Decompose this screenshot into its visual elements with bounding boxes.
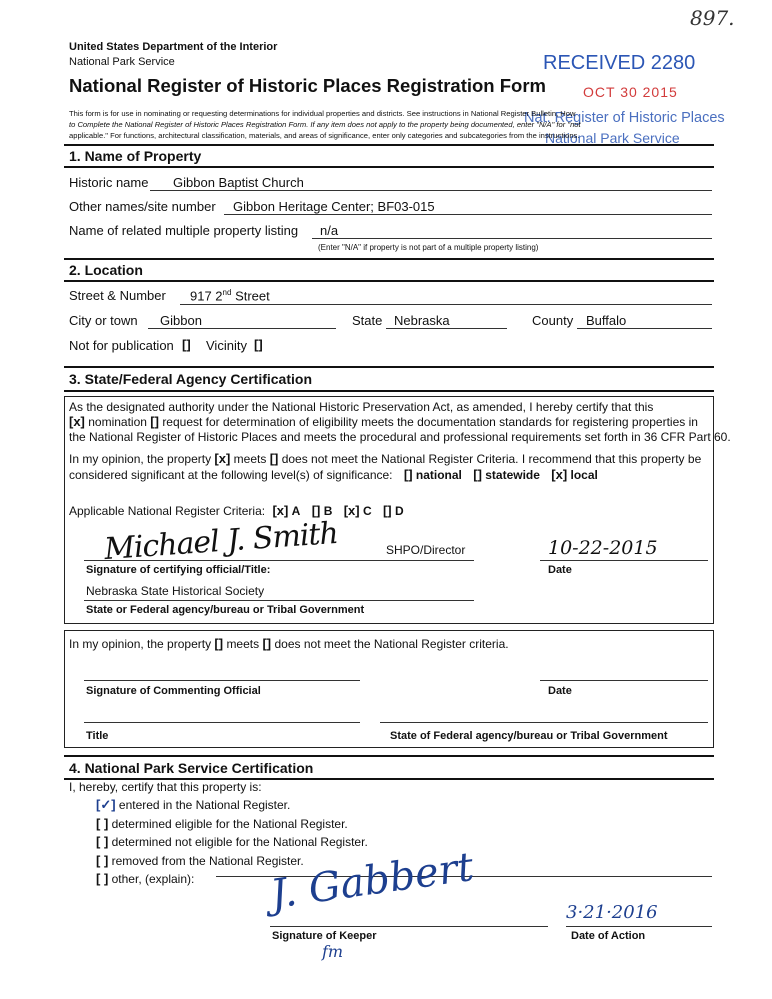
- street-ordinal: nd: [222, 288, 232, 297]
- cert-para1-line2: [69, 414, 698, 429]
- state-label: State: [352, 313, 383, 328]
- intro-line-3: applicable." For functions, architectural classification, materials, and areas of significance, enter only categories and subcategories from the instructions.: [69, 131, 580, 140]
- status-other-checkbox[interactable]: [ ]: [96, 871, 109, 886]
- comment-meets-checkbox[interactable]: []: [214, 636, 224, 651]
- keeper-signature: J. Gabbert: [267, 844, 477, 918]
- not-for-publication-label: Not for publication: [69, 338, 174, 353]
- street-line: [180, 304, 712, 305]
- section4-rule-top: [64, 755, 714, 757]
- related-listing-value: n/a: [320, 223, 339, 238]
- accession-number: 897.: [690, 6, 735, 30]
- cert-para1-line1: As the designated authority under the National Historic Preservation Act, as amended, I hereby certify that this: [69, 400, 654, 414]
- intro-line-1: This form is for use in nominating or requesting determinations for individual properties and districts. See instructions in National Register Bulletin, How: [69, 109, 576, 118]
- agency-line: [84, 600, 474, 601]
- street-name: Street: [231, 288, 270, 304]
- commenting-signature-line: [84, 680, 360, 681]
- other-names-value: Gibbon Heritage Center; BF03-015: [233, 199, 435, 214]
- status-option-entered: [96, 796, 368, 815]
- street-label: Street & Number: [69, 288, 166, 303]
- service-name: National Park Service: [69, 56, 175, 68]
- status-removed-label: removed from the National Register.: [111, 853, 304, 868]
- keeper-signature-label: Signature of Keeper: [272, 930, 377, 942]
- certifying-date-label: Date: [548, 564, 572, 576]
- action-date-line: [566, 926, 712, 927]
- section3-rule-bottom: [64, 390, 714, 392]
- section1-rule-bottom: [64, 166, 714, 168]
- criteria-a-checkbox[interactable]: [x]: [272, 503, 289, 518]
- criteria-a-label: A: [291, 504, 301, 518]
- status-eligible-checkbox[interactable]: [ ]: [96, 815, 109, 831]
- not-for-publication-checkbox[interactable]: []: [182, 337, 191, 352]
- state-value: Nebraska: [394, 313, 450, 328]
- stamp-nat-register: Nat. Register of Historic Places: [524, 110, 725, 126]
- commenting-date-label: Date: [548, 685, 572, 697]
- keeper-initials: fm: [322, 942, 344, 961]
- related-listing-label: Name of related multiple property listing: [69, 223, 299, 238]
- county-value: Buffalo: [586, 313, 627, 328]
- agency-name: Nebraska State Historical Society: [86, 584, 265, 598]
- criteria-b-checkbox[interactable]: []: [311, 503, 321, 518]
- criteria-c-label: C: [362, 504, 372, 518]
- criteria-d-label: D: [394, 504, 404, 518]
- historic-name-line: [150, 190, 712, 191]
- action-date-label: Date of Action: [571, 930, 646, 942]
- commenting-agency-line: [380, 722, 708, 723]
- certifying-signature-line: [84, 560, 474, 561]
- level-statewide-label: statewide: [485, 468, 540, 482]
- status-removed-checkbox[interactable]: [ ]: [96, 852, 109, 868]
- stamp-received: RECEIVED 2280: [543, 52, 696, 74]
- level-statewide-checkbox[interactable]: []: [473, 467, 482, 482]
- commenting-agency-label: State of Federal agency/bureau or Tribal Government: [390, 730, 668, 742]
- criteria-label: Applicable National Register Criteria:: [69, 504, 266, 518]
- historic-name-value: Gibbon Baptist Church: [173, 175, 304, 190]
- related-listing-line: [312, 238, 712, 239]
- request-text: request for determination of eligibility meets the documentation standards for registering properties in: [162, 415, 698, 429]
- vicinity-label: Vicinity: [206, 338, 247, 353]
- status-not-eligible-label: determined not eligible for the National Register.: [111, 835, 368, 849]
- city-label: City or town: [69, 313, 138, 328]
- status-option-eligible: [96, 815, 368, 834]
- historic-name-label: Historic name: [69, 175, 149, 190]
- comment-opinion-text: In my opinion, the property: [69, 637, 212, 651]
- criteria-d-checkbox[interactable]: []: [382, 503, 392, 518]
- vicinity-checkbox[interactable]: []: [254, 337, 263, 352]
- county-line: [577, 328, 712, 329]
- section1-heading: 1. Name of Property: [69, 148, 202, 164]
- commenting-title-line: [84, 722, 360, 723]
- certifying-signature-label: Signature of certifying official/Title:: [86, 564, 271, 576]
- street-value: [190, 288, 270, 303]
- cert-para2-line2: [69, 467, 598, 482]
- level-national-label: national: [415, 468, 462, 482]
- criteria-c-checkbox[interactable]: [x]: [343, 503, 360, 518]
- cert-para2-line1: [69, 451, 701, 466]
- status-not-eligible-checkbox[interactable]: [ ]: [96, 834, 109, 849]
- stamp-nps: National Park Service: [545, 130, 680, 146]
- cert-para1-line3: the National Register of Historic Places and meets the procedural and professional requirements set forth in 36 CFR Part 60.: [69, 430, 731, 444]
- agency-label: State or Federal agency/bureau or Tribal Government: [86, 604, 365, 616]
- other-names-label: Other names/site number: [69, 199, 216, 214]
- status-entered-checkbox[interactable]: [✓]: [96, 797, 116, 812]
- level-local-checkbox[interactable]: [x]: [551, 467, 568, 482]
- section2-rule-bottom: [64, 280, 714, 282]
- nomination-checkbox[interactable]: [x]: [69, 414, 85, 429]
- certifying-date: 10-22-2015: [548, 537, 658, 559]
- state-line: [386, 328, 507, 329]
- level-national-checkbox[interactable]: []: [403, 467, 413, 482]
- section2-rule-top: [64, 258, 714, 260]
- commenting-date-line: [540, 680, 708, 681]
- form-intro: [69, 108, 719, 141]
- intro-line-2: to Complete the National Register of Historic Places Registration Form. If any item does not apply to the property being documented, enter "N/A" for "not: [69, 120, 581, 129]
- comment-meets-label: meets: [226, 637, 260, 651]
- action-date: 3·21·2016: [566, 902, 658, 923]
- street-number: 917 2: [190, 288, 223, 304]
- does-not-meet-checkbox[interactable]: []: [269, 451, 279, 466]
- opinion-text: In my opinion, the property: [69, 452, 212, 466]
- nps-cert-intro: I, hereby, certify that this property is:: [69, 780, 262, 794]
- dept-name: United States Department of the Interior: [69, 41, 278, 53]
- comment-not-meet-checkbox[interactable]: []: [262, 636, 272, 651]
- criteria-b-label: B: [323, 504, 333, 518]
- comment-not-meet-text: does not meet the National Register criteria.: [274, 637, 509, 651]
- nomination-label: nomination: [88, 415, 147, 429]
- request-checkbox[interactable]: []: [150, 414, 159, 429]
- section3-rule-top: [64, 366, 714, 368]
- signer-title: SHPO/Director: [386, 543, 466, 557]
- commenting-title-label: Title: [86, 730, 109, 742]
- status-other-label: other, (explain):: [111, 872, 195, 886]
- commenting-signature-label: Signature of Commenting Official: [86, 685, 261, 697]
- stamp-date: OCT 30 2015: [583, 84, 678, 100]
- city-line: [148, 328, 336, 329]
- significance-text: considered significant at the following level(s) of significance:: [69, 468, 393, 482]
- section1-rule-top: [64, 144, 714, 146]
- form-title: National Register of Historic Places Registration Form: [69, 75, 546, 96]
- status-option-not-eligible: [96, 833, 368, 852]
- comment-opinion: [69, 636, 509, 651]
- keeper-signature-line: [270, 926, 548, 927]
- criteria-row: [69, 503, 404, 518]
- city-value: Gibbon: [160, 313, 202, 328]
- level-local-label: local: [570, 468, 598, 482]
- section3-heading: 3. State/Federal Agency Certification: [69, 371, 312, 387]
- status-entered-label: entered in the National Register.: [118, 798, 291, 812]
- status-eligible-label: determined eligible for the National Register.: [111, 816, 348, 831]
- section2-heading: 2. Location: [69, 262, 143, 278]
- related-listing-note: (Enter "N/A" if property is not part of a multiple property listing): [318, 243, 539, 252]
- does-not-meet-text: does not meet the National Register Criteria. I recommend that this property be: [281, 452, 702, 466]
- meets-label: meets: [233, 452, 267, 466]
- section4-heading: 4. National Park Service Certification: [69, 760, 314, 776]
- meets-checkbox[interactable]: [x]: [214, 451, 231, 466]
- county-label: County: [532, 313, 574, 328]
- certifying-date-line: [540, 560, 708, 561]
- certifying-signature: Michael J. Smith: [103, 515, 339, 568]
- other-names-line: [224, 214, 712, 215]
